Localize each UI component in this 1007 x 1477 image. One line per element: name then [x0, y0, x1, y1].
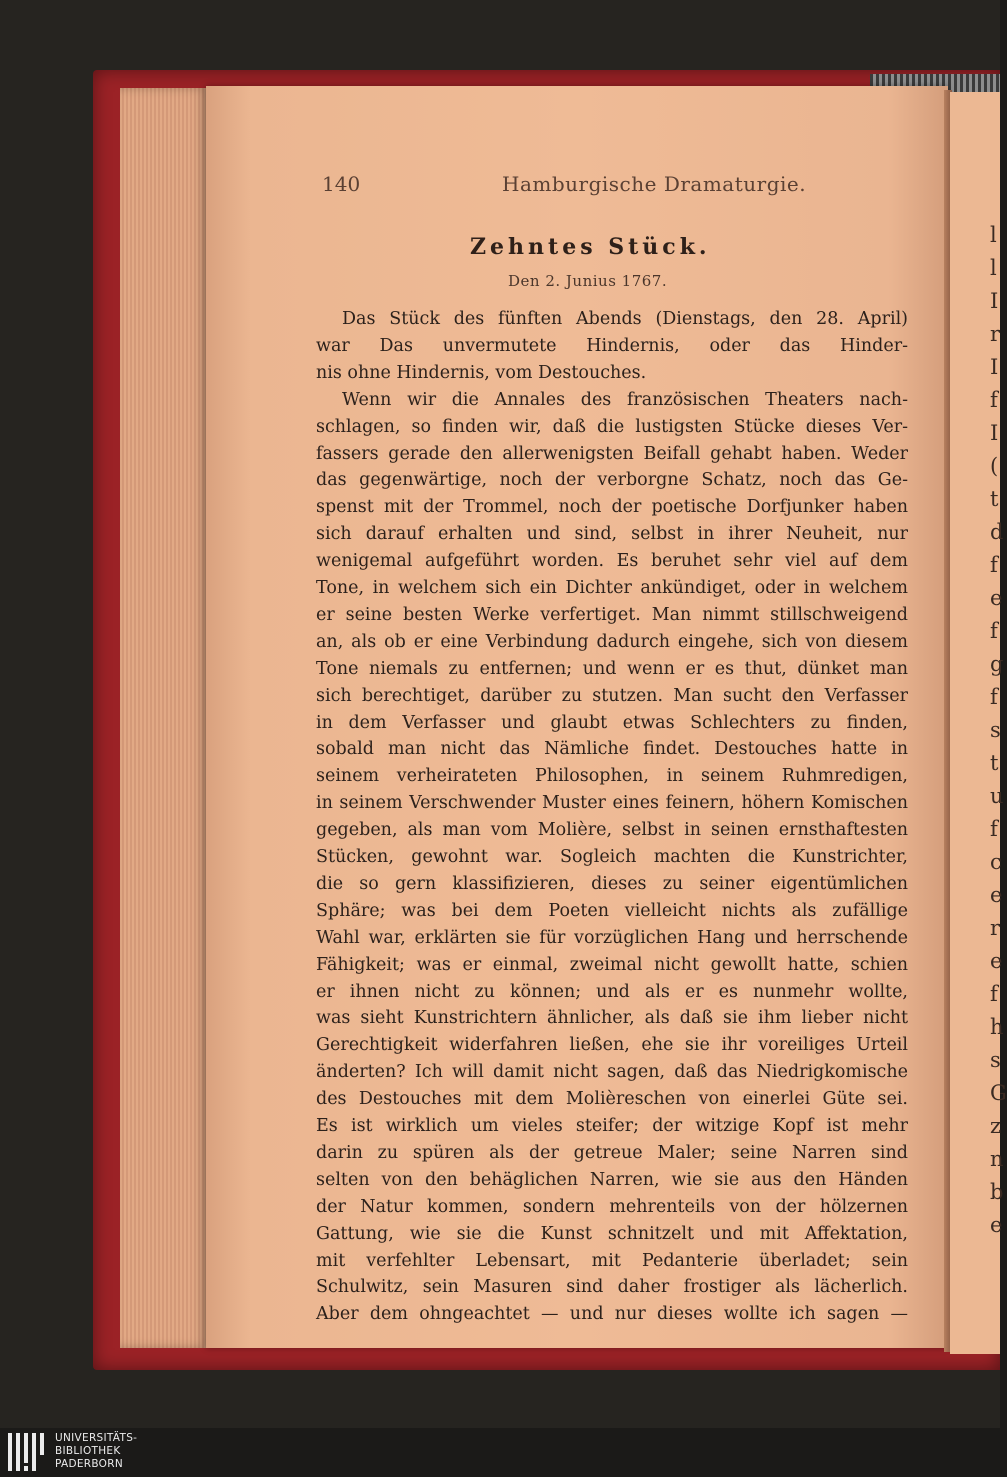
right-page-letter: G [990, 1081, 1007, 1105]
text-line: was sieht Kunstrichtern ähnlicher, als daß sie ihm lieber nicht [316, 1008, 908, 1029]
right-page-letter: I [990, 289, 999, 313]
right-page-letter: f [990, 685, 998, 709]
library-name [55, 1432, 137, 1471]
text-line: die so gern klassifizieren, dieses zu seiner eigentümlichen [316, 873, 908, 894]
library-name-line2: BIBLIOTHEK [55, 1445, 121, 1457]
right-page-letter: f [990, 817, 998, 841]
section-title: Zehntes Stück. [470, 234, 711, 260]
text-line: fassers gerade den allerwenigsten Beifall gehabt haben. Weder [316, 443, 908, 464]
text-line: Fähigkeit; was er einmal, zweimal nicht gewollt hatte, schien [316, 954, 908, 975]
text-line: Gerechtigkeit widerfahren ließen, ehe sie ihr voreiliges Urteil [316, 1035, 908, 1056]
right-page-letter: s [990, 718, 1001, 742]
right-page-letter: t [990, 487, 999, 511]
text-line: wenigemal aufgeführt worden. Es beruhet sehr viel auf dem [316, 551, 908, 572]
text-line: er seine besten Werke verfertiget. Man nimmt stillschweigend [316, 604, 908, 625]
text-line: Tone niemals zu entfernen; und wenn er es thut, dünket man [316, 658, 908, 679]
library-logo-icon [6, 1431, 48, 1473]
right-page-letter: e [990, 883, 1003, 907]
footer-bar [0, 1428, 1000, 1477]
text-line: selten von den behäglichen Narren, wie sie aus den Händen [316, 1169, 908, 1190]
right-page-letter: z [990, 1114, 1002, 1138]
right-page-letter: n [990, 1147, 1004, 1171]
right-page-letter: ( [990, 454, 999, 478]
text-line: er ihnen nicht zu können; und als er es nunmehr wollte, [316, 981, 908, 1002]
text-line: Das Stück des fünften Abends (Dienstags, den 28. April) [342, 309, 908, 329]
text-line: in seinem Verschwender Muster eines feinern, höhern Komischen [316, 793, 908, 814]
right-page-letter: h [990, 1015, 1004, 1039]
right-page-letter: f [990, 553, 998, 577]
text-line: Gattung, wie sie die Kunst schnitzelt und mit Affektation, [316, 1223, 908, 1244]
right-page-letter: e [990, 1213, 1003, 1237]
text-line: darin zu spüren als der getreue Maler; seine Narren sind [316, 1142, 908, 1163]
text-line: sobald man nicht das Nämliche findet. Destouches hatte in [316, 739, 908, 760]
text-line: spenst mit der Trommel, noch der poetische Dorfjunker haben [316, 497, 908, 518]
right-page-letter: I [990, 421, 999, 445]
text-line: das gegenwärtige, noch der verborgne Schatz, noch das Ge- [316, 470, 908, 491]
text-line: schlagen, so finden wir, daß die lustigsten Stücke dieses Ver- [316, 416, 908, 437]
right-page-letter: u [990, 784, 1004, 808]
text-line: an, als ob er eine Verbindung dadurch eingehe, sich von diesem [316, 631, 908, 652]
section-date: Den 2. Junius 1767. [508, 272, 668, 290]
right-page-letter: s [990, 1048, 1001, 1072]
text-line: Aber dem ohngeachtet — und nur dieses wollte ich sagen — [316, 1304, 908, 1325]
text-line: mit verfehlter Lebensart, mit Pedanterie überladet; sein [316, 1250, 908, 1271]
right-page-letter: f [990, 619, 998, 643]
text-line: Sphäre; was bei dem Poeten vielleicht nichts als zufällige [316, 900, 908, 921]
right-page-letter: l [990, 256, 997, 280]
text-line: des Destouches mit dem Molièreschen von einerlei Güte sei. [316, 1089, 908, 1110]
right-page-letter: f [990, 982, 998, 1006]
text-line: Wenn wir die Annales des französischen Theaters nach- [342, 389, 908, 410]
right-page-letter: g [990, 652, 1004, 676]
right-page-letter: e [990, 586, 1003, 610]
right-page-letter: l [990, 223, 997, 247]
right-page-letter: b [990, 1180, 1004, 1204]
library-name-line3: PADERBORN [55, 1458, 123, 1470]
text-line: sich darauf erhalten und sind, selbst in ihrer Neuheit, nur [316, 524, 908, 545]
text-line: sich berechtiget, darüber zu stutzen. Man sucht den Verfasser [316, 685, 908, 706]
text-line: Es ist wirklich um vieles steifer; der witzige Kopf ist mehr [316, 1116, 908, 1136]
text-line: Tone, in welchem sich ein Dichter ankündiget, oder in welchem [316, 578, 908, 598]
right-page-letter: f [990, 388, 998, 412]
right-page-letter: d [990, 520, 1004, 544]
text-line: Wahl war, erklärten sie für vorzüglichen Hang und herrschende [316, 927, 908, 948]
text-line: seinem verheirateten Philosophen, in seinem Ruhmredigen, [316, 766, 908, 787]
text-line: gegeben, als man vom Molière, selbst in seinen ernsthaftesten [316, 820, 908, 841]
right-page-letter: e [990, 949, 1003, 973]
library-name-line1: UNIVERSITÄTS- [55, 1432, 138, 1444]
text-line: Stücken, gewohnt war. Sogleich machten die Kunstrichter, [316, 847, 908, 867]
text-line: Schulwitz, sein Masuren sind daher frostiger als lächerlich. [316, 1277, 908, 1298]
right-page-letter: I [990, 355, 999, 379]
text-line: nis ohne Hindernis, vom Destouches. [316, 362, 647, 383]
text-line: war Das unvermutete Hindernis, oder das Hinder- [316, 335, 908, 356]
page-number: 140 [322, 172, 361, 196]
text-line: der Natur kommen, sondern mehrenteils von der hölzernen [316, 1196, 908, 1217]
text-line: in dem Verfasser und glaubt etwas Schlechters zu finden, [316, 712, 908, 733]
right-page-letter: r [990, 322, 1001, 346]
right-page-letter: c [990, 850, 1002, 874]
text-line: änderten? Ich will damit nicht sagen, daß das Niedrigkomische [316, 1062, 908, 1083]
right-page-letter: r [990, 916, 1001, 940]
right-page-letter: t [990, 751, 999, 775]
running-title: Hamburgische Dramaturgie. [502, 172, 807, 196]
